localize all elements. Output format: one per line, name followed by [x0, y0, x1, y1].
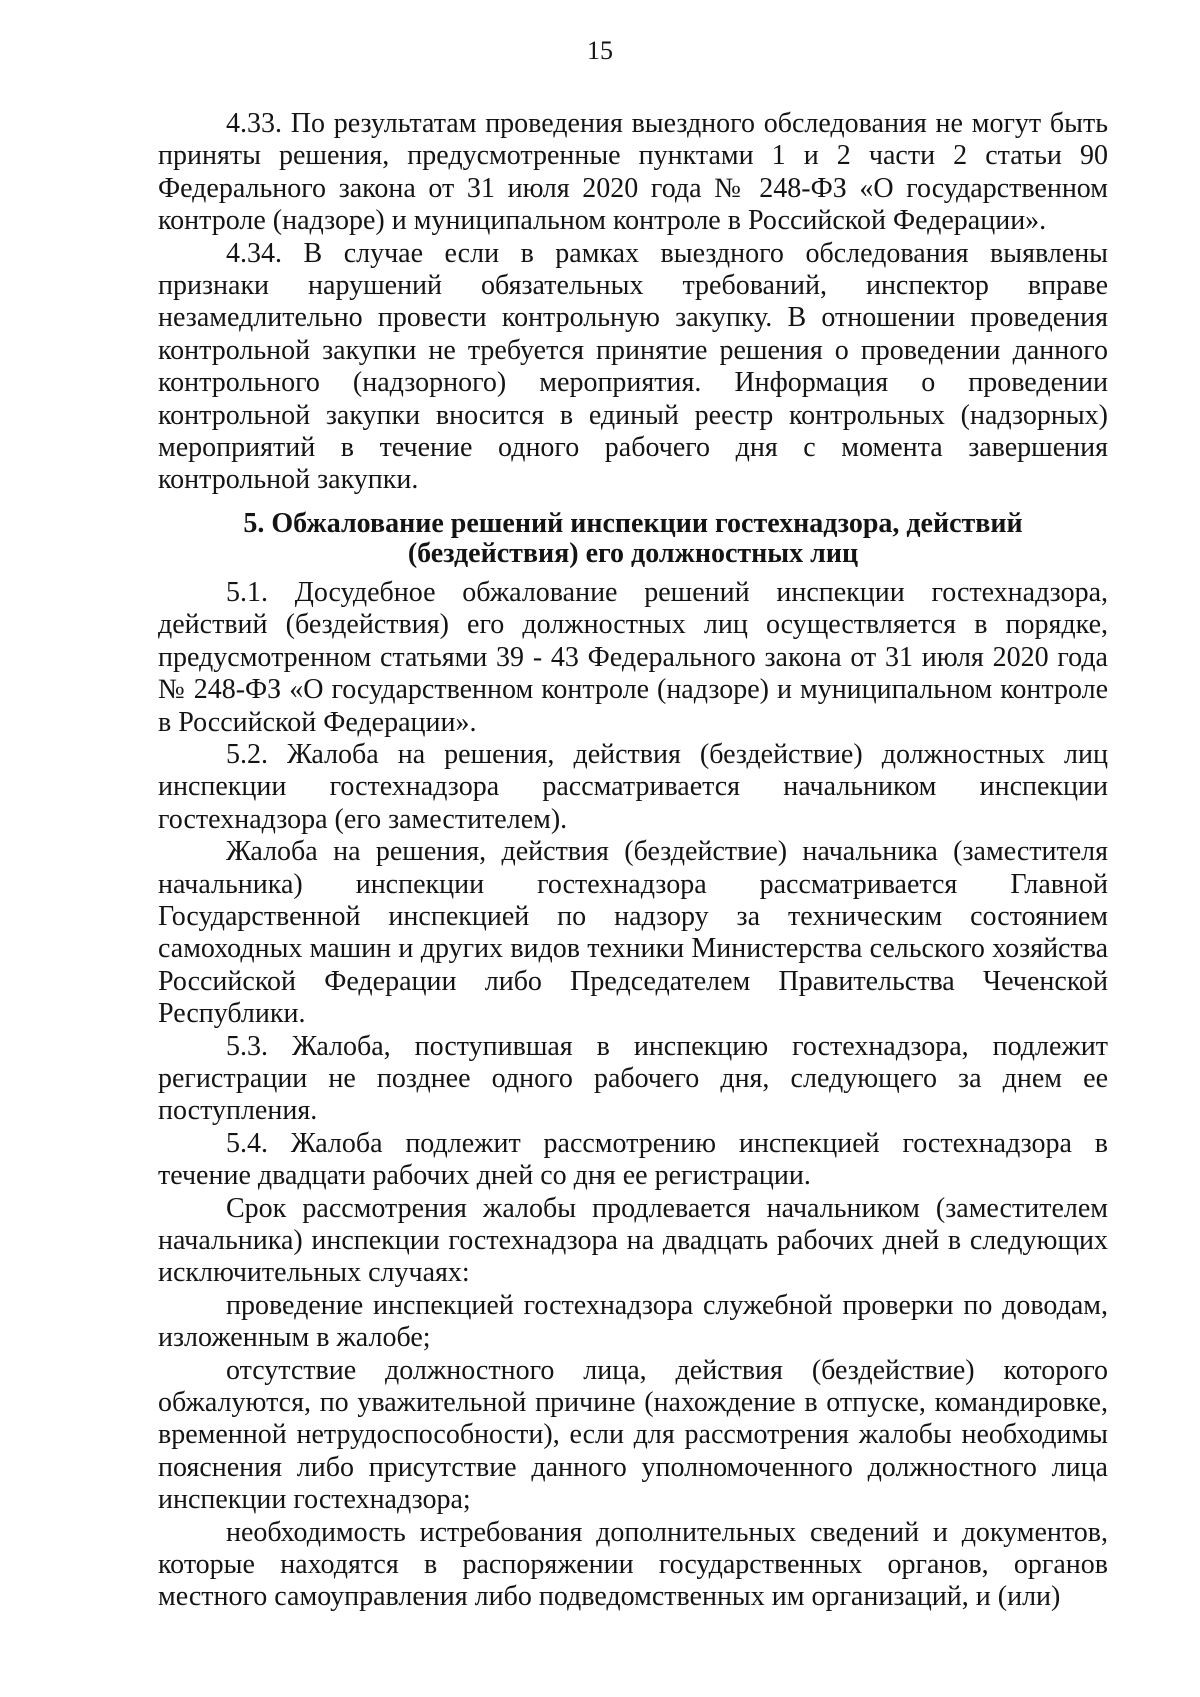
paragraph-5-1: 5.1. Досудебное обжалование решений инспекции гостехнадзора, действий (бездействия) его должностных лиц осуществляется в порядке, предусмотренном статьями 39 - 43 Федерального закона от 31 июля 2020 года № 248-ФЗ «О государственном контроле (надзоре) и муниципальном контроле в Российской Федерации».	[158, 576, 1108, 738]
section-5-heading	[158, 509, 1108, 569]
list-item-service-check: проведение инспекцией гостехнадзора служебной проверки по доводам, изложенным в жалобе;	[158, 1289, 1108, 1354]
section-5-heading-line-2: (бездействия) его должностных лиц	[407, 537, 859, 569]
paragraph-4-33: 4.33. По результатам проведения выездного обследования не могут быть приняты решения, предусмотренные пунктами 1 и 2 части 2 статьи 90 Федерального закона от 31 июля 2020 года № 248-ФЗ «О государственном контроле (надзоре) и муниципальном контроле в Российской Федерации».	[158, 108, 1108, 237]
paragraph-5-3: 5.3. Жалоба, поступившая в инспекцию гостехнадзора, подлежит регистрации не позднее одного рабочего дня, следующего за днем ее поступления.	[158, 1030, 1108, 1127]
section-5-heading-line-1: 5. Обжалование решений инспекции гостехнадзора, действий	[243, 507, 1023, 539]
page-number: 15	[587, 36, 613, 65]
paragraph-4-34: 4.34. В случае если в рамках выездного обследования выявлены признаки нарушений обязательных требований, инспектор вправе незамедлительно провести контрольную закупку. В отношении проведения контрольной закупки не требуется принятие решения о проведении данного контрольного (надзорного) мероприятия. Информация о проведении контрольной закупки вносится в единый реестр контрольных (надзорных) мероприятий в течение одного рабочего дня с момента завершения контрольной закупки.	[158, 237, 1108, 496]
list-item-official-absence: отсутствие должностного лица, действия (бездействие) которого обжалуются, по уважительной причине (нахождение в отпуске, командировке, временной нетрудоспособности), если для рассмотрения жалобы необходимы пояснения либо присутствие данного уполномоченного должностного лица инспекции гостехнадзора;	[158, 1354, 1108, 1516]
paragraph-5-2-complaint-chief: Жалоба на решения, действия (бездействие) начальника (заместителя начальника) инспекции гостехнадзора рассматривается Главной Государственной инспекцией по надзору за техническим состоянием самоходных машин и других видов техники Министерства сельского хозяйства Российской Федерации либо Председателем Правительства Чеченской Республики.	[158, 836, 1108, 1030]
paragraph-5-4: 5.4. Жалоба подлежит рассмотрению инспекцией гостехнадзора в течение двадцати рабочих дней со дня ее регистрации.	[158, 1127, 1108, 1192]
list-item-additional-documents: необходимость истребования дополнительных сведений и документов, которые находятся в распоряжении государственных органов, органов местного самоуправления либо подведомственных им организаций, и (или)	[158, 1516, 1108, 1613]
document-body	[158, 108, 1108, 1614]
paragraph-extension-term: Срок рассмотрения жалобы продлевается начальником (заместителем начальника) инспекции гостехнадзора на двадцать рабочих дней в следующих исключительных случаях:	[158, 1192, 1108, 1289]
paragraph-5-2: 5.2. Жалоба на решения, действия (бездействие) должностных лиц инспекции гостехнадзора рассматривается начальником инспекции гостехнадзора (его заместителем).	[158, 738, 1108, 835]
